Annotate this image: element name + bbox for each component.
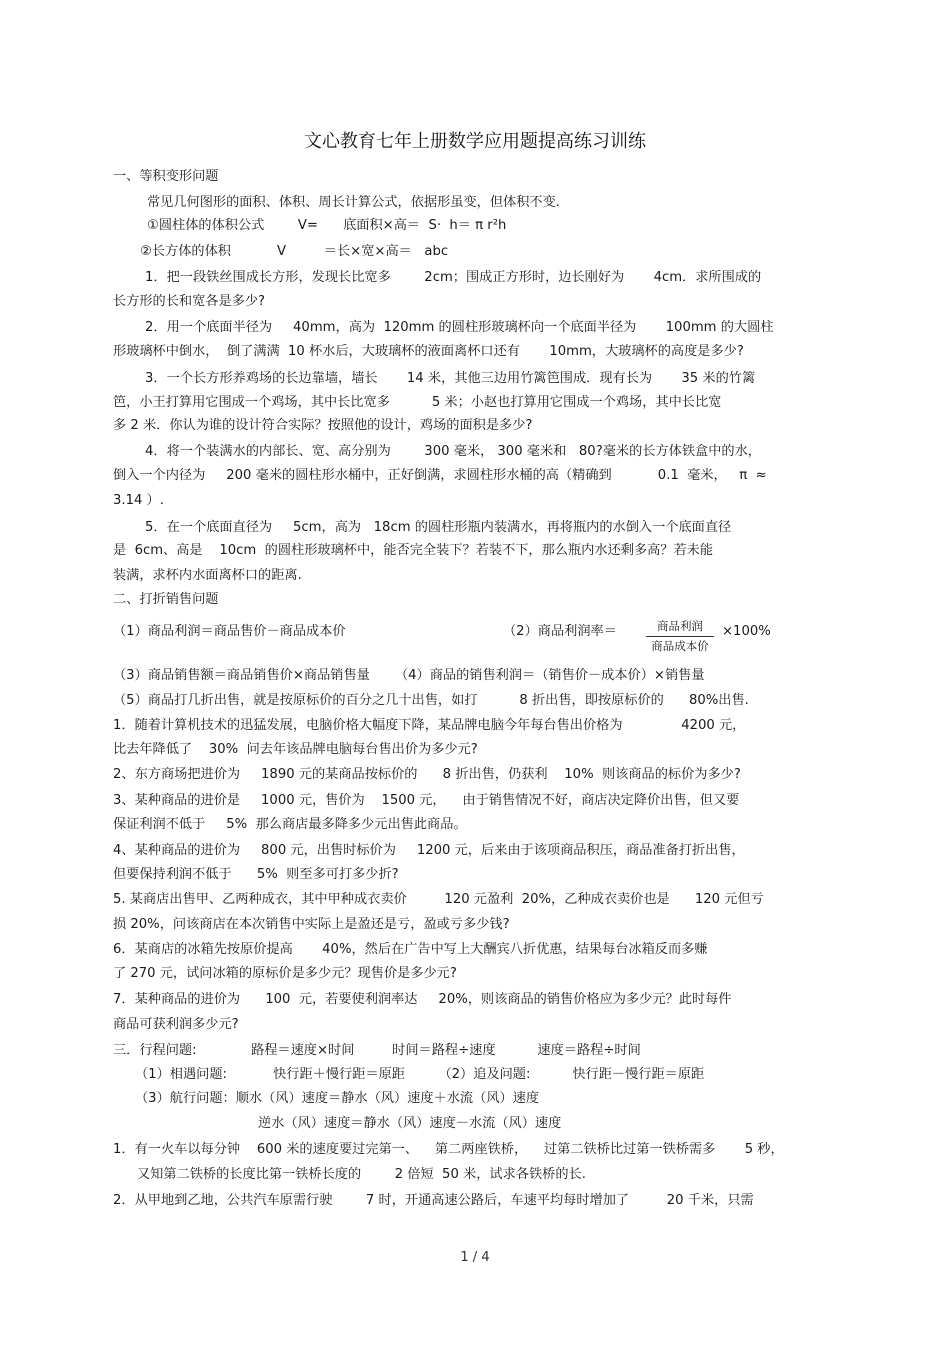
problem-line: 保证利润不低于 5% 那么商店最多降多少元出售此商品。 — [113, 817, 467, 832]
problem-line: 损 20%，问该商店在本次销售中实际上是盈还是亏，盈或亏多少钱? — [113, 917, 510, 932]
problem-line: 形玻璃杯中倒水， 倒了满满 10 杯水后，大玻璃杯的液面离杯口还有 10mm，大玻璃杯的高度是多少? — [113, 344, 744, 359]
problem-line: 4．将一个装满水的内部长、宽、高分别为 300 毫米， 300 毫米和 80?毫米的长方体铁盒中的水， — [145, 444, 761, 459]
formula-line: （5）商品打几折出售，就是按原标价的百分之几十出售，如打 8 折出售，即按原标价的 80%出售. — [113, 693, 749, 708]
problem-line: 6．某商店的冰箱先按原价提高 40%，然后在广告中写上大酬宾八折优惠，结果每台冰箱反而多赚 — [113, 942, 708, 957]
fraction-denominator: 商品成本价 — [651, 639, 709, 653]
problem-line: 是 6cm、高是 10cm 的圆柱形玻璃杯中，能否完全装下？若装不下，那么瓶内水还剩多高？若未能 — [113, 543, 714, 558]
problem-line: 比去年降低了 30% 问去年该品牌电脑每台售出价为多少元? — [113, 742, 478, 757]
page-title: 文心教育七年上册数学应用题提高练习训练 — [304, 131, 646, 152]
formula-line: （3）航行问题：顺水（风）速度＝静水（风）速度＋水流（风）速度 — [135, 1091, 540, 1106]
profit-rate-fraction — [646, 619, 714, 654]
formula-line: （3）商品销售额＝商品销售价×商品销售量 （4）商品的销售利润＝（销售价－成本价）×销售量 — [113, 668, 705, 683]
problem-line: 7．某种商品的进价为 100 元，若要使利润率达 20%，则该商品的销售价格应为多少元？此时每件 — [113, 992, 732, 1007]
problem-line: 又知第二铁桥的长度比第一铁桥长度的 2 倍短 50 米，试求各铁桥的长. — [137, 1167, 586, 1182]
problem-line: 装满，求杯内水面离杯口的距离. — [113, 568, 302, 583]
formula-line: （1）商品利润＝商品售价－商品成本价 — [113, 624, 346, 639]
section-heading: 三．行程问题: 路程＝速度×时间 时间＝路程÷速度 速度＝路程÷时间 — [113, 1043, 641, 1058]
formula-line: （2）商品利润率＝ — [503, 624, 617, 639]
problem-line: 4、某种商品的进价为 800 元，出售时标价为 1200 元，后来由于该项商品积压，商品准备打折出售， — [113, 843, 745, 858]
problem-line: 3．一个长方形养鸡场的长边靠墙，墙长 14 米，其他三边用竹篱笆围成．现有长为 35 米的竹篱 — [145, 371, 756, 386]
page-number: 1 / 4 — [460, 1250, 490, 1265]
problem-line: 多 2 米．你认为谁的设计符合实际？按照他的设计，鸡场的面积是多少? — [113, 418, 533, 433]
formula-line: （1）相遇问题: 快行距＋慢行距＝原距 （2）追及问题: 快行距－慢行距＝原距 — [135, 1067, 705, 1082]
problem-line: 但要保持利润不低于 5% 则至多可打多少折? — [113, 867, 399, 882]
problem-line: 5. 某商店出售甲、乙两种成衣，其中甲种成衣卖价 120 元盈利 20%，乙种成衣卖价也是 120 元但亏 — [113, 892, 764, 907]
problem-line: 倒入一个内径为 200 毫米的圆柱形水桶中，正好倒满，求圆柱形水桶的高（精确到 0.1 毫米， π ≈ — [113, 468, 767, 483]
section-heading: 一、等积变形问题 — [113, 169, 219, 184]
formula-line: ①圆柱体的体积公式 V= 底面积×高＝ S· h＝ π r²h — [147, 218, 507, 233]
problem-line: 长方形的长和宽各是多少? — [113, 294, 266, 309]
body-line: 常见几何图形的面积、体积、周长计算公式，依据形虽变，但体积不变. — [147, 195, 561, 210]
problem-line: 1．有一火车以每分钟 600 米的速度要过完第一、 第二两座铁桥， 过第二铁桥比过第一铁桥需多 5 秒， — [113, 1142, 784, 1157]
formula-line: ②长方体的体积 V ＝长×宽×高＝ abc — [140, 244, 449, 259]
fraction-suffix: ×100% — [722, 624, 771, 639]
problem-line: 笆，小王打算用它围成一个鸡场，其中长比宽多 5 米；小赵也打算用它围成一个鸡场，其中长比宽 — [113, 395, 722, 410]
problem-line: 1．随着计算机技术的迅猛发展，电脑价格大幅度下降，某品牌电脑今年每台售出价格为 4200 元， — [113, 718, 746, 733]
section-heading: 二、打折销售问题 — [113, 592, 219, 607]
problem-line: 3、某种商品的进价是 1000 元，售价为 1500 元， 由于销售情况不好，商店决定降价出售，但又要 — [113, 793, 740, 808]
problem-line: 2．从甲地到乙地，公共汽车原需行驶 7 时，开通高速公路后，车速平均每时增加了 20 千米，只需 — [113, 1193, 754, 1208]
problem-line: 了 270 元，试问冰箱的原标价是多少元？现售价是多少元? — [113, 966, 457, 981]
problem-line: 2、东方商场把进价为 1890 元的某商品按标价的 8 折出售，仍获利 10% 则该商品的标价为多少? — [113, 767, 741, 782]
problem-line: 商品可获利润多少元? — [113, 1017, 239, 1032]
problem-line: 1．把一段铁丝围成长方形，发现长比宽多 2cm；围成正方形时，边长刚好为 4cm．求所围成的 — [145, 270, 762, 285]
problem-line: 2．用一个底面半径为 40mm，高为 120mm 的圆柱形玻璃杯向一个底面半径为 100mm 的大圆柱 — [145, 320, 774, 335]
problem-line: 5．在一个底面直径为 5cm，高为 18cm 的圆柱形瓶内装满水，再将瓶内的水倒入一个底面直径 — [145, 520, 732, 535]
formula-line: 逆水（风）速度＝静水（风）速度－水流（风）速度 — [258, 1116, 562, 1131]
problem-line: 3.14 ）. — [113, 493, 164, 508]
fraction-numerator: 商品利润 — [646, 619, 714, 637]
